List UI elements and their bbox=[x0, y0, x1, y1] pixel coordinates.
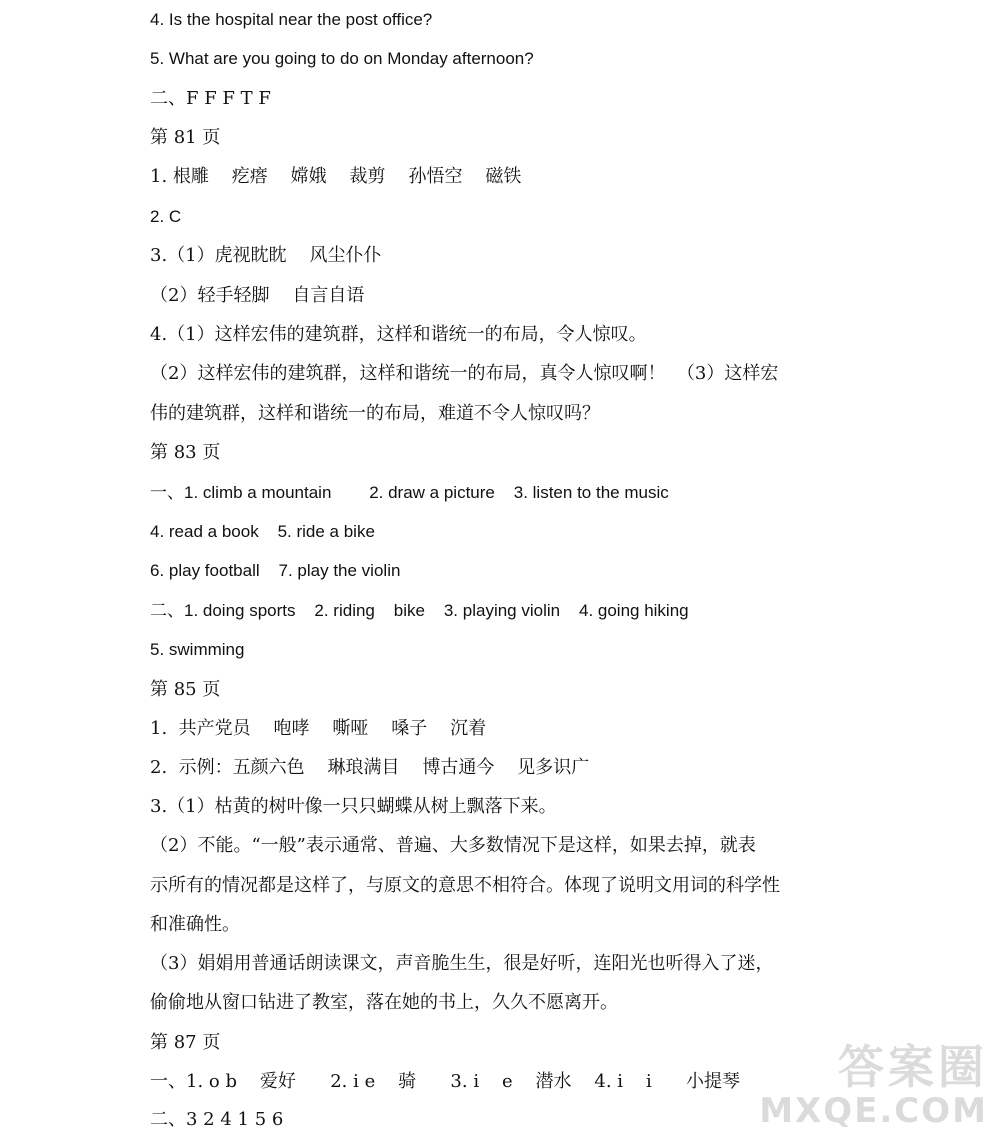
page-heading-83: 第 83 页 bbox=[150, 442, 221, 463]
text-line-29: 二、3 2 4 1 5 6 bbox=[150, 1109, 284, 1130]
page-heading-87: 第 87 页 bbox=[150, 1032, 221, 1053]
text-line-21: 3.（1）枯黄的树叶像一只只蝴蝶从树上飘落下来。 bbox=[150, 796, 557, 817]
text-line-23: 示所有的情况都是这样了，与原文的意思不相符合。体现了说明文用词的科学性 bbox=[150, 875, 780, 896]
text-line-25: （3）娟娟用普通话朗读课文，声音脆生生，很是好听，连阳光也听得入了迷， bbox=[150, 953, 774, 974]
text-line-3: 二、F F F T F bbox=[150, 88, 271, 109]
text-line-17: 5. swimming bbox=[150, 640, 245, 659]
text-line-10: （2）这样宏伟的建筑群，这样和谐统一的布局，真令人惊叹啊！ （3）这样宏 bbox=[150, 363, 779, 384]
text-line-13: 一、1. climb a mountain 2. draw a picture 3. listen to the music bbox=[150, 483, 669, 502]
text-line-14: 4. read a book 5. ride a bike bbox=[150, 522, 375, 541]
watermark-logo-text: 答案圈 bbox=[838, 1040, 988, 1094]
watermark-domain: MXQE.COM bbox=[759, 1091, 988, 1131]
page-heading-85: 第 85 页 bbox=[150, 679, 221, 700]
text-line-6: 2. C bbox=[150, 207, 182, 226]
text-line-2: 5. What are you going to do on Monday afternoon? bbox=[150, 49, 534, 68]
text-line-7: 3.（1）虎视眈眈 风尘仆仆 bbox=[150, 245, 382, 266]
text-line-5: 1. 根雕 疙瘩 嫦娥 裁剪 孙悟空 磁铁 bbox=[150, 166, 522, 187]
text-line-22: （2）不能。“一般”表示通常、普遍、大多数情况下是这样，如果去掉，就表 bbox=[150, 835, 756, 856]
text-line-9: 4.（1）这样宏伟的建筑群，这样和谐统一的布局，令人惊叹。 bbox=[150, 324, 647, 345]
text-line-1: 4. Is the hospital near the post office? bbox=[150, 10, 433, 29]
text-line-20: 2. 示例：五颜六色 琳琅满目 博古通今 见多识广 bbox=[150, 757, 590, 778]
text-line-28: 一、1. o b 爱好 2. i e 骑 3. i e 潜水 4. i i 小提琴 bbox=[150, 1071, 741, 1092]
text-line-26: 偷偷地从窗口钻进了教室，落在她的书上，久久不愿离开。 bbox=[150, 992, 618, 1013]
page-heading-81: 第 81 页 bbox=[150, 127, 221, 148]
site-watermark bbox=[759, 1031, 994, 1131]
text-line-19: 1. 共产党员 咆哮 嘶哑 嗓子 沉着 bbox=[150, 718, 487, 739]
text-line-15: 6. play football 7. play the violin bbox=[150, 561, 401, 580]
text-line-16: 二、1. doing sports 2. riding bike 3. playing violin 4. going hiking bbox=[150, 601, 689, 620]
text-line-8: （2）轻手轻脚 自言自语 bbox=[150, 285, 365, 306]
text-line-24: 和准确性。 bbox=[150, 914, 240, 935]
text-line-11: 伟的建筑群，这样和谐统一的布局，难道不令人惊叹吗？ bbox=[150, 403, 600, 424]
